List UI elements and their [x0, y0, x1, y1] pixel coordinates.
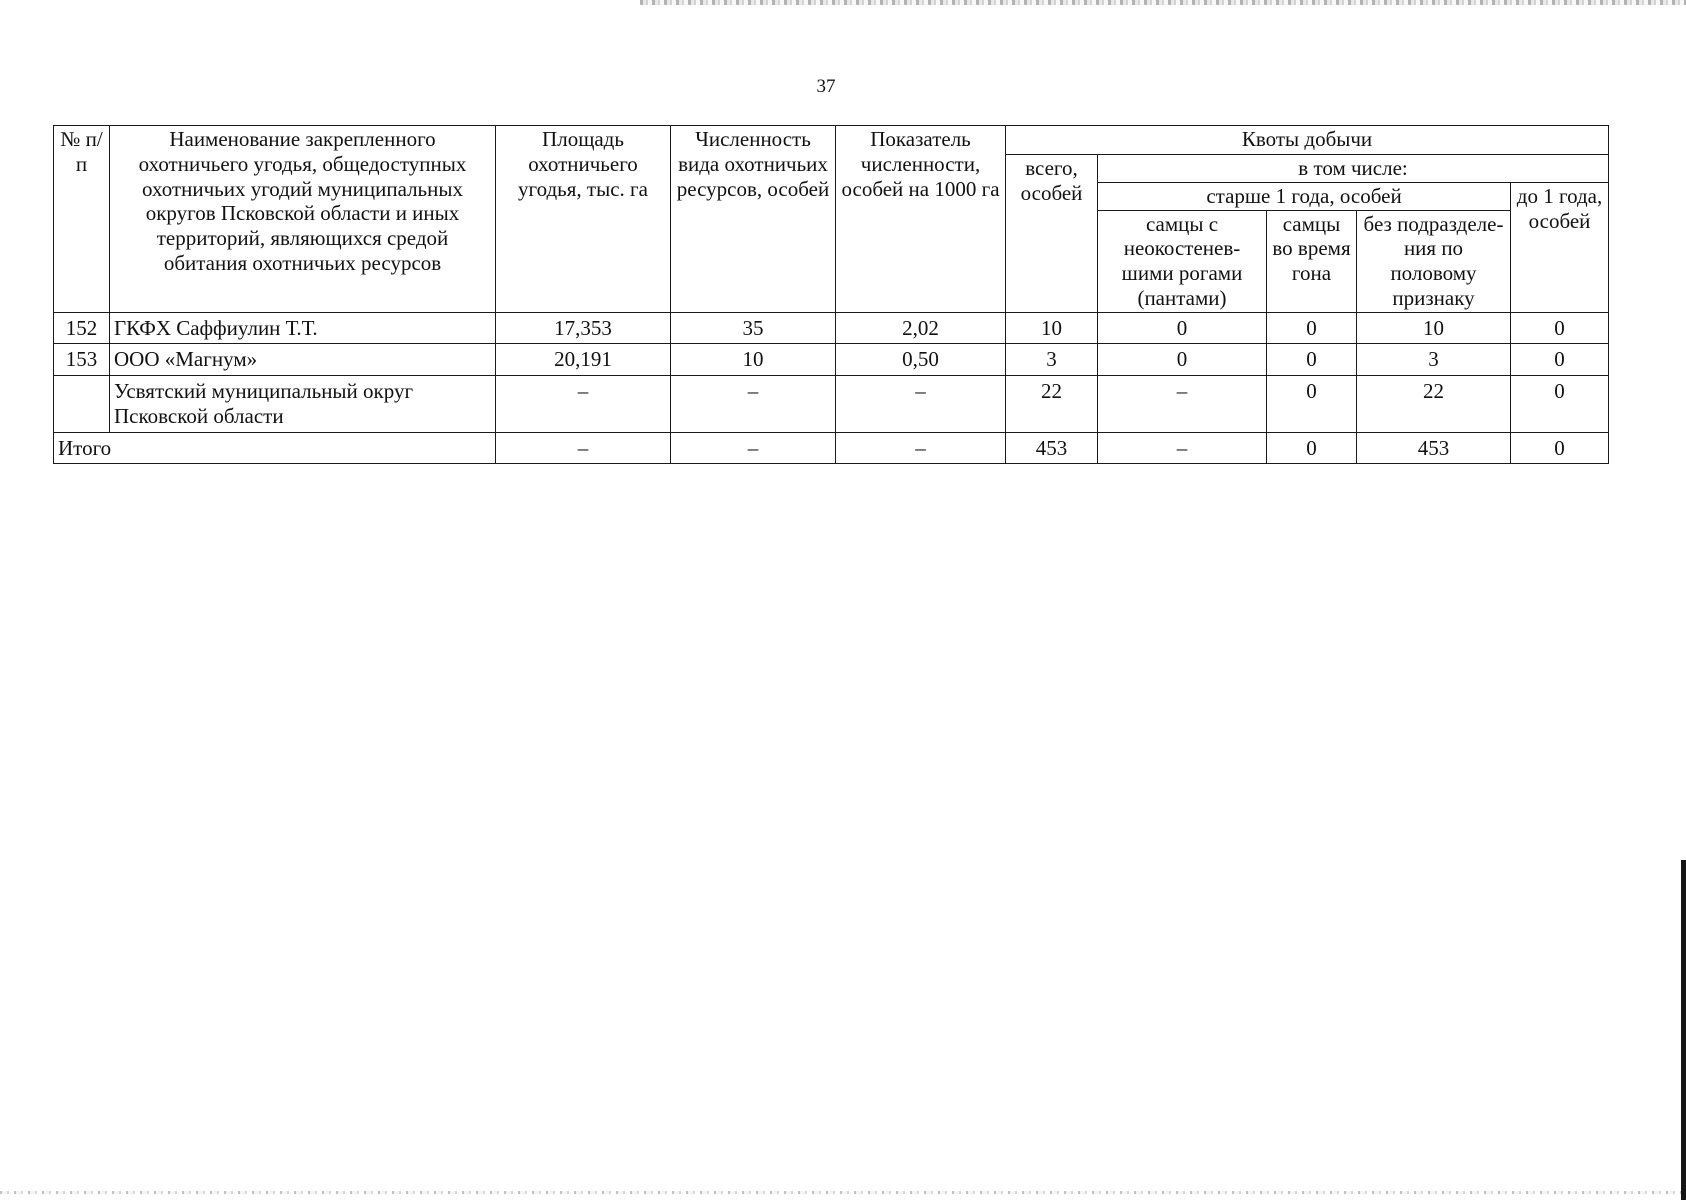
cell-density: – — [836, 376, 1006, 433]
header-no-sex-split: без подразделе-ния по половому признаку — [1357, 210, 1511, 312]
total-density: – — [836, 432, 1006, 464]
total-label: Итого — [54, 432, 496, 464]
cell-under-one: 0 — [1511, 344, 1609, 376]
cell-name: ГКФХ Саффиулин Т.Т. — [110, 312, 496, 344]
header-population: Численность вида охотничьих ресурсов, особей — [671, 126, 836, 313]
page-number: 37 — [816, 76, 836, 97]
total-row — [54, 432, 1609, 464]
total-males-antlers: – — [1098, 432, 1267, 464]
cell-name: Усвятский муниципальный округ Псковской области — [110, 376, 496, 433]
header-under-one: до 1 года, особей — [1511, 182, 1609, 312]
cell-density: 2,02 — [836, 312, 1006, 344]
header-males-rut: самцы во время гона — [1267, 210, 1357, 312]
cell-no-sex-split: 10 — [1357, 312, 1511, 344]
quota-table — [53, 125, 1609, 464]
scan-edge-top — [640, 0, 1686, 5]
header-older: старше 1 года, особей — [1098, 182, 1511, 210]
table-row — [54, 312, 1609, 344]
header-density: Показатель численности, особей на 1000 га — [836, 126, 1006, 313]
header-name: Наименование закрепленного охотничьего угодья, общедоступных охотничьих угодий муниципальных округов Псковской области и иных территорий, являющихся средой обитания охотничьих ресурсов — [110, 126, 496, 313]
cell-num — [54, 376, 110, 433]
cell-population: 35 — [671, 312, 836, 344]
scan-edge-right — [1681, 860, 1686, 1200]
cell-males-antlers: 0 — [1098, 312, 1267, 344]
cell-under-one: 0 — [1511, 376, 1609, 433]
cell-total: 3 — [1006, 344, 1098, 376]
cell-no-sex-split: 22 — [1357, 376, 1511, 433]
cell-males-antlers: – — [1098, 376, 1267, 433]
cell-males-antlers: 0 — [1098, 344, 1267, 376]
cell-population: – — [671, 376, 836, 433]
cell-density: 0,50 — [836, 344, 1006, 376]
header-quotas: Квоты добычи — [1006, 126, 1609, 155]
header-total: всего, особей — [1006, 155, 1098, 313]
table-row — [54, 344, 1609, 376]
table-row — [54, 376, 1609, 433]
total-males-rut: 0 — [1267, 432, 1357, 464]
cell-males-rut: 0 — [1267, 312, 1357, 344]
header-num: № п/п — [54, 126, 110, 313]
cell-no-sex-split: 3 — [1357, 344, 1511, 376]
scan-edge-bottom — [0, 1191, 1686, 1194]
cell-total: 22 — [1006, 376, 1098, 433]
cell-under-one: 0 — [1511, 312, 1609, 344]
cell-num: 152 — [54, 312, 110, 344]
header-including: в том числе: — [1098, 155, 1609, 183]
cell-num: 153 — [54, 344, 110, 376]
header-area: Площадь охотничьего угодья, тыс. га — [496, 126, 671, 313]
header-males-antlers: самцы с неокостенев-шими рогами (пантами) — [1098, 210, 1267, 312]
total-area: – — [496, 432, 671, 464]
cell-area: 20,191 — [496, 344, 671, 376]
cell-name: ООО «Магнум» — [110, 344, 496, 376]
total-under-one: 0 — [1511, 432, 1609, 464]
cell-males-rut: 0 — [1267, 344, 1357, 376]
total-no-sex-split: 453 — [1357, 432, 1511, 464]
cell-area: – — [496, 376, 671, 433]
total-population: – — [671, 432, 836, 464]
cell-population: 10 — [671, 344, 836, 376]
cell-area: 17,353 — [496, 312, 671, 344]
total-total: 453 — [1006, 432, 1098, 464]
cell-total: 10 — [1006, 312, 1098, 344]
cell-males-rut: 0 — [1267, 376, 1357, 433]
